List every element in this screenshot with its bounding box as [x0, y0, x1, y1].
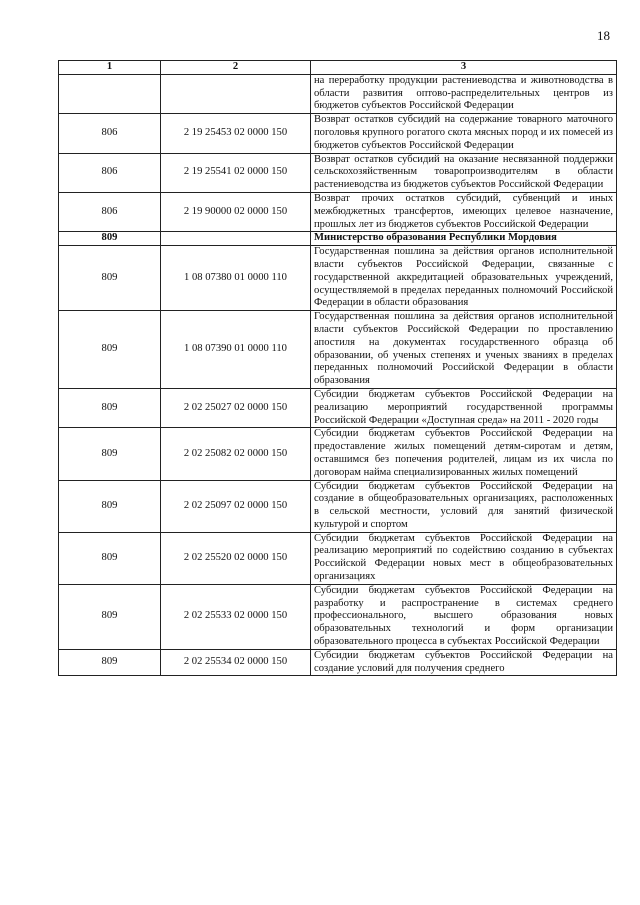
admin-code-cell: 806 [59, 192, 161, 231]
budget-code-cell: 2 19 25453 02 0000 150 [161, 114, 311, 153]
description-cell: Субсидии бюджетам субъектов Российской Федерации на создание условий для получения среднего [311, 649, 617, 676]
description-cell: Возврат остатков субсидий на оказание несвязанной поддержки сельскохозяйственным товаропроизводителям в области растениеводства из бюджетов субъектов Российской Федерации [311, 153, 617, 192]
table-row [59, 428, 617, 480]
description-cell: Государственная пошлина за действия органов исполнительной власти субъектов Российской Федерации, связанные с государственной аккредитацией образовательных учреждений, осуществляемой в пределах переданных полномочий Российской Федерации в области образования [311, 246, 617, 311]
table-row [59, 532, 617, 584]
column-header-1: 1 [59, 61, 161, 75]
ministry-header-row [59, 232, 617, 246]
admin-code-cell: 809 [59, 232, 161, 246]
description-cell: Субсидии бюджетам субъектов Российской Федерации на реализацию мероприятий по содействию созданию в субъектах Российской Федерации новых мест в общеобразовательных организациях [311, 532, 617, 584]
budget-code-cell: 1 08 07380 01 0000 110 [161, 246, 311, 311]
admin-code-cell: 809 [59, 532, 161, 584]
page-number: 18 [597, 28, 610, 43]
table-header-row [59, 61, 617, 75]
description-cell: Возврат прочих остатков субсидий, субвенций и иных межбюджетных трансфертов, имеющих целевое назначение, прошлых лет из бюджетов субъектов Российской Федерации [311, 192, 617, 231]
revenue-codes-table [58, 60, 617, 676]
description-cell: Возврат остатков субсидий на содержание товарного маточного поголовья крупного рогатого скота мясных пород и их помесей из бюджетов субъектов Российской Федерации [311, 114, 617, 153]
table-row [59, 584, 617, 649]
table-row [59, 192, 617, 231]
admin-code-cell: 809 [59, 388, 161, 427]
table-row [59, 649, 617, 676]
budget-code-cell [161, 232, 311, 246]
description-cell: Субсидии бюджетам субъектов Российской Федерации на создание в общеобразовательных организациях, расположенных в сельской местности, условий для занятий физической культурой и спортом [311, 480, 617, 532]
admin-code-cell: 809 [59, 584, 161, 649]
budget-code-cell: 1 08 07390 01 0000 110 [161, 311, 311, 389]
budget-code-cell: 2 19 25541 02 0000 150 [161, 153, 311, 192]
table-row [59, 74, 617, 113]
table-row [59, 311, 617, 389]
budget-code-cell: 2 19 90000 02 0000 150 [161, 192, 311, 231]
budget-code-cell: 2 02 25534 02 0000 150 [161, 649, 311, 676]
admin-code-cell: 809 [59, 428, 161, 480]
description-cell: Субсидии бюджетам субъектов Российской Федерации на реализацию мероприятий государственной программы Российской Федерации «Доступная среда» на 2011 - 2020 годы [311, 388, 617, 427]
admin-code-cell: 806 [59, 153, 161, 192]
column-header-3: 3 [311, 61, 617, 75]
admin-code-cell: 809 [59, 311, 161, 389]
table-row [59, 246, 617, 311]
description-cell: Субсидии бюджетам субъектов Российской Федерации на предоставление жилых помещений детям-сиротам и детям, оставшимся без попечения родителей, лицам из их числа по договорам найма специализированных жилых помещений [311, 428, 617, 480]
admin-code-cell: 806 [59, 114, 161, 153]
budget-code-cell [161, 74, 311, 113]
table-row [59, 388, 617, 427]
admin-code-cell: 809 [59, 246, 161, 311]
description-cell: Субсидии бюджетам субъектов Российской Федерации на разработку и распространение в системах среднего профессионального, высшего образования новых образовательных технологий и форм организации образовательного процесса в субъектах Российской Федерации [311, 584, 617, 649]
admin-code-cell: 809 [59, 480, 161, 532]
admin-code-cell: 809 [59, 649, 161, 676]
table-row [59, 114, 617, 153]
budget-code-cell: 2 02 25097 02 0000 150 [161, 480, 311, 532]
column-header-2: 2 [161, 61, 311, 75]
admin-code-cell [59, 74, 161, 113]
description-cell: на переработку продукции растениеводства и животноводства в области развития оптово-распределительных центров из бюджетов субъектов Российской Федерации [311, 74, 617, 113]
budget-code-cell: 2 02 25027 02 0000 150 [161, 388, 311, 427]
ministry-name-cell: Министерство образования Республики Мордовия [311, 232, 617, 246]
budget-code-cell: 2 02 25082 02 0000 150 [161, 428, 311, 480]
table-row [59, 153, 617, 192]
budget-code-cell: 2 02 25533 02 0000 150 [161, 584, 311, 649]
budget-code-cell: 2 02 25520 02 0000 150 [161, 532, 311, 584]
table-row [59, 480, 617, 532]
description-cell: Государственная пошлина за действия органов исполнительной власти субъектов Российской Федерации по проставлению апостиля на документах государственного образца об образовании, об ученых степенях и ученых званиях в пределах переданных полномочий Российской Федерации в области образования [311, 311, 617, 389]
